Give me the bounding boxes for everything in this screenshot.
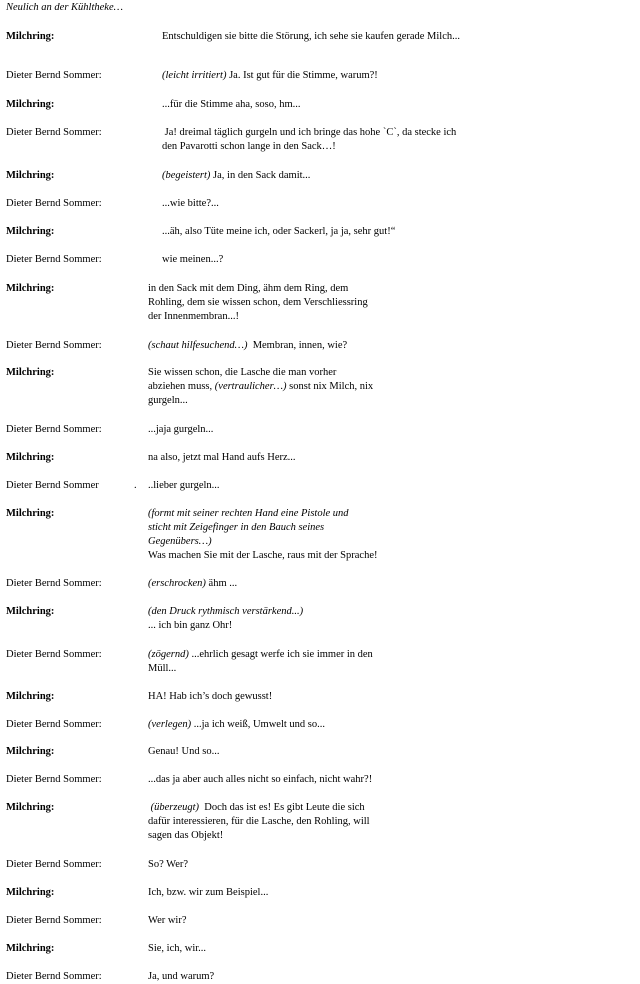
speaker-name: Dieter Bernd Sommer (6, 480, 99, 491)
text-line (148, 577, 618, 591)
speech-text: Was machen Sie mit der Lasche, raus mit der Sprache! (148, 550, 378, 561)
speech-text: der Innenmembran...! (148, 311, 239, 322)
text-line (148, 479, 618, 493)
speech-text: Ja. Ist gut für die Stimme, warum?! (226, 70, 378, 81)
speech-text: ...das ja aber auch alles nicht so einfach, nicht wahr?! (148, 774, 373, 785)
text-line (148, 535, 618, 549)
speech-text: ..lieber gurgeln... (148, 480, 220, 491)
speech-text: ...äh, also Tüte meine ich, oder Sackerl, ja ja, sehr gut!“ (162, 226, 396, 237)
speech-text: ...für die Stimme aha, soso, hm... (162, 99, 301, 110)
spoken-text (148, 942, 618, 956)
text-line (148, 605, 618, 619)
stage-direction: (zögernd) (148, 649, 189, 660)
speech-text: ähm ... (205, 578, 238, 589)
speaker-name: Milchring: (6, 691, 55, 702)
text-line (162, 253, 632, 267)
speech-text: dafür interessieren, für die Lasche, den Rohling, will (148, 816, 370, 827)
text-line (162, 140, 632, 154)
spoken-text (162, 253, 632, 267)
speaker-name: Milchring: (6, 367, 55, 378)
text-line (162, 30, 632, 44)
speech-text: Rohling, dem sie wissen schon, dem Verschliessring (148, 297, 368, 308)
text-line (148, 549, 618, 563)
speaker-name: Dieter Bernd Sommer: (6, 578, 102, 589)
speech-text: sagen das Objekt! (148, 830, 224, 841)
text-line (148, 366, 618, 380)
speaker-name: Milchring: (6, 943, 55, 954)
speaker-name: Milchring: (6, 508, 55, 519)
text-line (162, 126, 632, 140)
speaker-name: Dieter Bernd Sommer: (6, 774, 102, 785)
speech-text: Sie, ich, wir... (148, 943, 207, 954)
spoken-text (148, 423, 618, 437)
page-title: Neulich an der Kühltheke… (6, 2, 123, 13)
stage-direction: (schaut hilfesuchend…) (148, 340, 248, 351)
spoken-text (148, 801, 618, 843)
spoken-text (148, 773, 618, 787)
text-line (162, 197, 632, 211)
text-line (148, 507, 618, 521)
speaker-name: Dieter Bernd Sommer: (6, 70, 102, 81)
text-line (148, 815, 618, 829)
stage-direction: (vertraulicher…) (214, 381, 287, 392)
spoken-text (162, 169, 632, 183)
speaker-name: Milchring: (6, 283, 55, 294)
speech-text: Ja, und warum? (148, 971, 215, 982)
speech-text: So? Wer? (148, 859, 189, 870)
spoken-text (148, 605, 618, 633)
speaker-name: Dieter Bernd Sommer: (6, 340, 102, 351)
speaker-name: Milchring: (6, 606, 55, 617)
speech-text: Entschuldigen sie bitte die Störung, ich sehe sie kaufen gerade Milch... (162, 31, 461, 42)
spoken-text (162, 225, 632, 239)
speech-text: gurgeln... (148, 395, 188, 406)
text-line (148, 942, 618, 956)
text-line (148, 718, 618, 732)
speaker-name: Milchring: (6, 31, 55, 42)
stage-direction: (den Druck rythmisch verstärkend...) (148, 606, 304, 617)
stray-dot: . (134, 480, 137, 491)
text-line (148, 423, 618, 437)
spoken-text (148, 914, 618, 928)
stage-direction: sticht mit Zeigefinger in den Bauch seines (148, 522, 325, 533)
speaker-name: Milchring: (6, 226, 55, 237)
text-line (148, 380, 618, 394)
speaker-name: Milchring: (6, 887, 55, 898)
stage-direction: Gegenübers…) (148, 536, 212, 547)
speech-text: ...ja ich weiß, Umwelt und so... (191, 719, 325, 730)
speech-text: na also, jetzt mal Hand aufs Herz... (148, 452, 296, 463)
text-line (148, 829, 618, 843)
text-line (148, 296, 618, 310)
text-line (148, 339, 618, 353)
speech-text: wie meinen...? (162, 254, 224, 265)
spoken-text (162, 69, 632, 83)
speaker-name: Dieter Bernd Sommer: (6, 424, 102, 435)
spoken-text (148, 718, 618, 732)
spoken-text (148, 451, 618, 465)
spoken-text (148, 366, 618, 408)
text-line (148, 970, 618, 984)
text-line (148, 773, 618, 787)
speech-text: sonst nix Milch, nix (286, 381, 374, 392)
spoken-text (148, 339, 618, 353)
text-line (148, 801, 618, 815)
speech-text: Müll... (148, 663, 177, 674)
speaker-name: Milchring: (6, 99, 55, 110)
spoken-text (148, 648, 618, 676)
text-line (148, 745, 618, 759)
speech-text: Doch das ist es! Es gibt Leute die sich (199, 802, 365, 813)
speech-text: ...wie bitte?... (162, 198, 219, 209)
stage-direction: (verlegen) (148, 719, 192, 730)
text-line (148, 451, 618, 465)
speaker-name: Milchring: (6, 170, 55, 181)
spoken-text (148, 858, 618, 872)
speech-text: ...jaja gurgeln... (148, 424, 214, 435)
text-line (162, 169, 632, 183)
speaker-name: Dieter Bernd Sommer: (6, 127, 102, 138)
text-line (148, 648, 618, 662)
spoken-text (148, 970, 618, 984)
spoken-text (162, 98, 632, 112)
speech-text: Ja, in den Sack damit... (210, 170, 311, 181)
text-line (162, 98, 632, 112)
speech-text: ...ehrlich gesagt werfe ich sie immer in den (188, 649, 373, 660)
speech-text: Sie wissen schon, die Lasche die man vorher (148, 367, 337, 378)
text-line (148, 690, 618, 704)
speaker-name: Dieter Bernd Sommer: (6, 971, 102, 982)
speech-text: Ja! dreimal täglich gurgeln und ich bringe das hohe `C`, da stecke ich (162, 127, 457, 138)
speech-text: Membran, innen, wie? (247, 340, 348, 351)
spoken-text (162, 126, 632, 154)
text-line (148, 886, 618, 900)
text-line (148, 619, 618, 633)
spoken-text (162, 30, 632, 44)
speaker-name: Dieter Bernd Sommer: (6, 915, 102, 926)
speech-text: den Pavarotti schon lange in den Sack…! (162, 141, 336, 152)
text-line (148, 662, 618, 676)
speech-text: in den Sack mit dem Ding, ähm dem Ring, dem (148, 283, 349, 294)
stage-direction: (formt mit seiner rechten Hand eine Pistole und (148, 508, 349, 519)
speech-text: abziehen muss, (148, 381, 215, 392)
text-line (148, 310, 618, 324)
speaker-name: Milchring: (6, 452, 55, 463)
speaker-name: Milchring: (6, 802, 55, 813)
speaker-name: Dieter Bernd Sommer: (6, 254, 102, 265)
text-line (148, 914, 618, 928)
text-line (148, 858, 618, 872)
stage-direction: (erschrocken) (148, 578, 206, 589)
speaker-name: Dieter Bernd Sommer: (6, 649, 102, 660)
spoken-text (148, 745, 618, 759)
stage-direction: (leicht irritiert) (162, 70, 227, 81)
text-line (162, 69, 632, 83)
spoken-text (148, 577, 618, 591)
spoken-text (148, 282, 618, 324)
speech-text: Ich, bzw. wir zum Beispiel... (148, 887, 269, 898)
speech-text: Wer wir? (148, 915, 187, 926)
speech-text: Genau! Und so... (148, 746, 220, 757)
text-line (162, 225, 632, 239)
text-line (148, 521, 618, 535)
spoken-text (148, 886, 618, 900)
speech-text: ... ich bin ganz Ohr! (148, 620, 233, 631)
stage-direction: (überzeugt) (148, 802, 200, 813)
stage-direction: (begeistert) (162, 170, 211, 181)
text-line (148, 394, 618, 408)
spoken-text (148, 479, 618, 493)
speaker-name: Dieter Bernd Sommer: (6, 198, 102, 209)
spoken-text (148, 507, 618, 563)
spoken-text (148, 690, 618, 704)
speaker-name: Milchring: (6, 746, 55, 757)
speaker-name: Dieter Bernd Sommer: (6, 859, 102, 870)
text-line (148, 282, 618, 296)
speech-text: HA! Hab ich’s doch gewusst! (148, 691, 273, 702)
speaker-name: Dieter Bernd Sommer: (6, 719, 102, 730)
spoken-text (162, 197, 632, 211)
